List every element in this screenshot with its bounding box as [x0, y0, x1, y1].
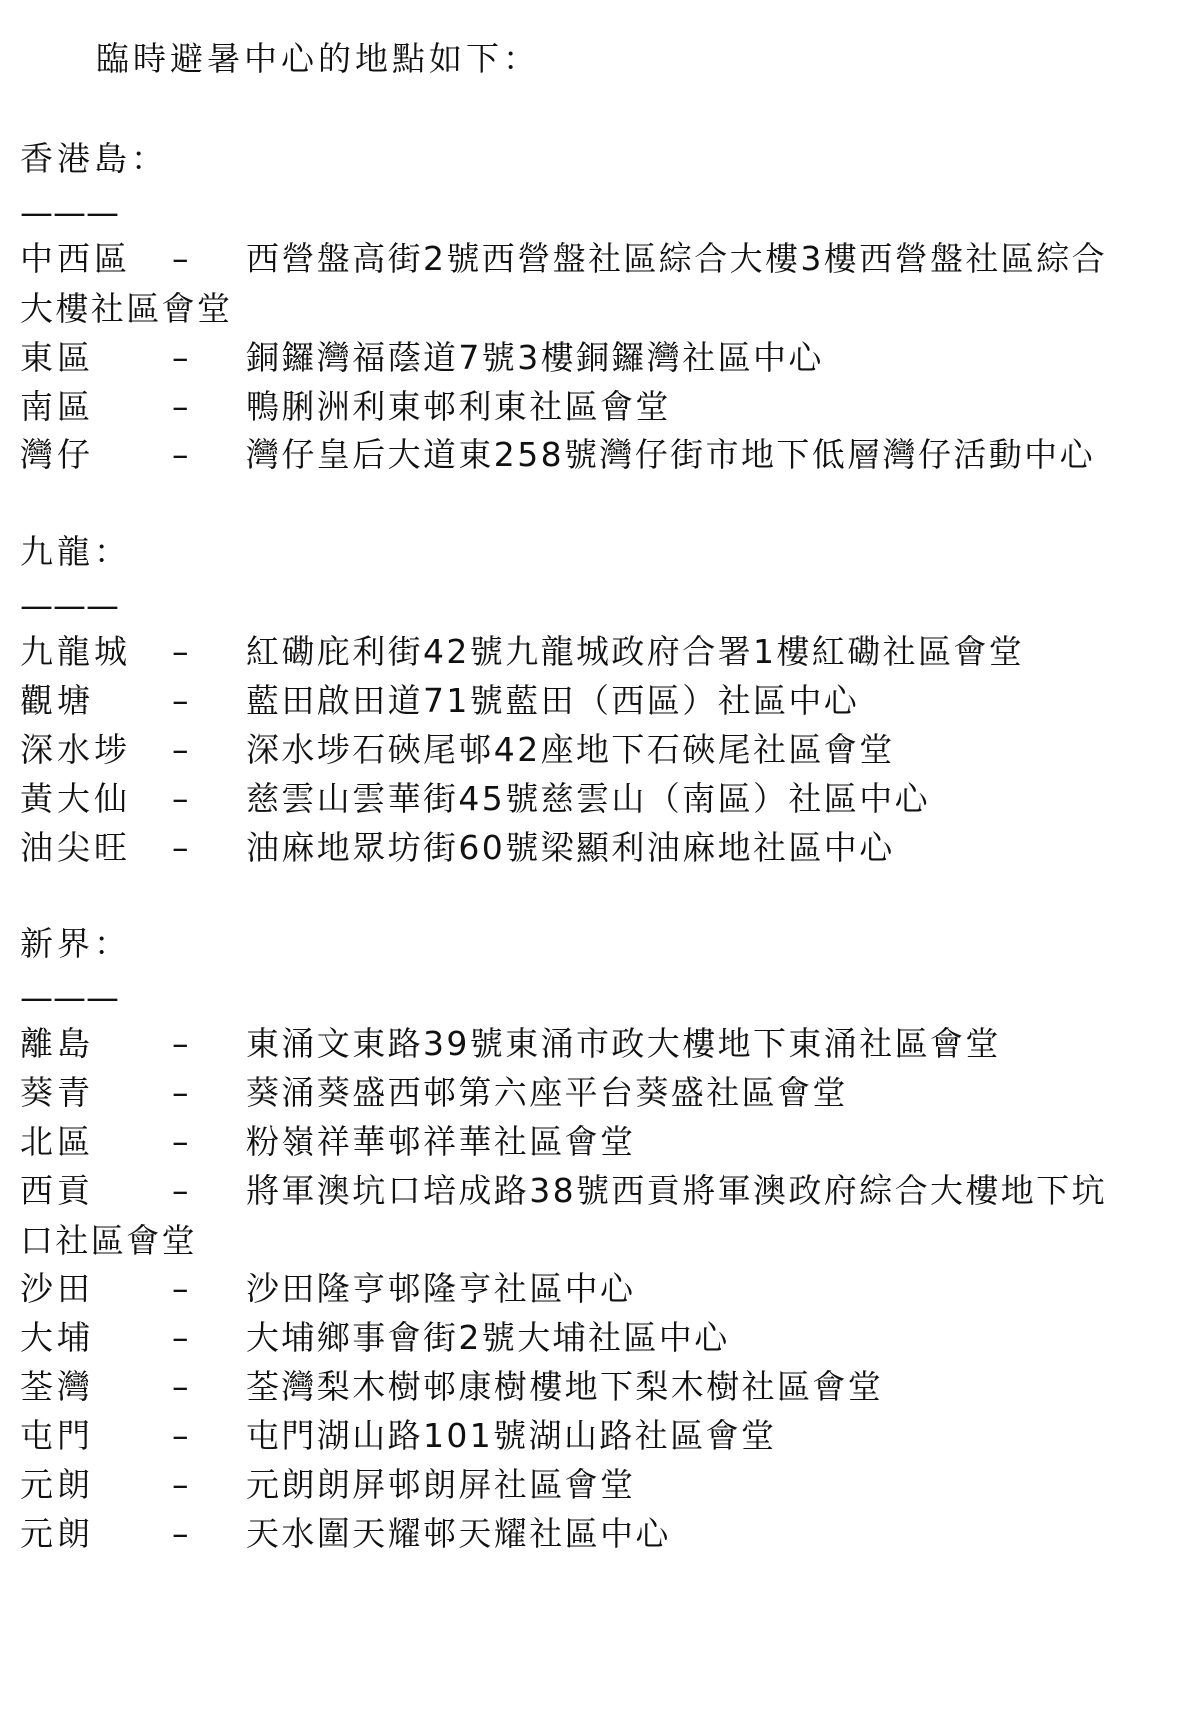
separator-dash: – — [172, 1416, 189, 1455]
separator-dash: – — [172, 338, 189, 377]
separator-dash: – — [172, 1514, 189, 1553]
district-name: 黃大仙 — [20, 779, 131, 818]
list-item — [0, 774, 1179, 824]
region-title: 香港島： — [20, 139, 168, 178]
address: 荃灣梨木樹邨康樹樓地下梨木樹社區會堂 — [246, 1367, 884, 1406]
list-item — [0, 1117, 1179, 1167]
district-name: 離島 — [20, 1024, 94, 1063]
district-name: 荃灣 — [20, 1367, 94, 1406]
district-name: 灣仔 — [20, 435, 94, 474]
separator-dash: – — [172, 828, 189, 867]
list-item — [0, 1264, 1179, 1314]
address: 葵涌葵盛西邨第六座平台葵盛社區會堂 — [246, 1073, 848, 1112]
district-name: 大埔 — [20, 1318, 94, 1357]
separator-dash: – — [172, 435, 189, 474]
section-divider: ——— — [20, 193, 119, 232]
separator-dash: – — [172, 1024, 189, 1063]
address: 屯門湖山路101號湖山路社區會堂 — [246, 1416, 777, 1455]
separator-dash: – — [172, 1171, 189, 1210]
district-name: 西貢 — [20, 1171, 94, 1210]
list-item — [0, 676, 1179, 726]
intro-heading: 臨時避暑中心的地點如下： — [96, 39, 540, 78]
list-item — [0, 1166, 1179, 1260]
section-divider: ——— — [20, 586, 119, 625]
separator-dash: – — [172, 730, 189, 769]
list-item — [0, 1313, 1179, 1363]
list-item — [0, 1068, 1179, 1118]
district-name: 九龍城 — [20, 632, 131, 671]
address: 藍田啟田道71號藍田（西區）社區中心 — [246, 681, 860, 720]
separator-dash: – — [172, 1073, 189, 1112]
district-name: 東區 — [20, 338, 94, 377]
district-name: 中西區 — [20, 239, 131, 278]
list-item — [0, 234, 1179, 328]
address: 慈雲山雲華街45號慈雲山（南區）社區中心 — [246, 779, 930, 818]
address-continuation: 大樓社區會堂 — [20, 289, 233, 328]
list-item — [0, 382, 1179, 432]
address: 深水埗石硤尾邨42座地下石硤尾社區會堂 — [246, 730, 895, 769]
separator-dash: – — [172, 681, 189, 720]
district-name: 深水埗 — [20, 730, 131, 769]
separator-dash: – — [172, 632, 189, 671]
address: 西營盤高街2號西營盤社區綜合大樓3樓西營盤社區綜合 — [246, 239, 1107, 278]
list-item — [0, 1362, 1179, 1412]
address: 天水圍天耀邨天耀社區中心 — [246, 1514, 671, 1553]
address: 紅磡庇利街42號九龍城政府合署1樓紅磡社區會堂 — [246, 632, 1025, 671]
separator-dash: – — [172, 239, 189, 278]
separator-dash: – — [172, 1465, 189, 1504]
district-name: 屯門 — [20, 1416, 94, 1455]
region-title: 九龍： — [20, 532, 131, 571]
list-item — [0, 627, 1179, 677]
separator-dash: – — [172, 779, 189, 818]
district-name: 北區 — [20, 1122, 94, 1161]
separator-dash: – — [172, 1122, 189, 1161]
address: 元朗朗屏邨朗屏社區會堂 — [246, 1465, 636, 1504]
address: 將軍澳坑口培成路38號西貢將軍澳政府綜合大樓地下坑 — [246, 1171, 1107, 1210]
separator-dash: – — [172, 387, 189, 426]
district-name: 沙田 — [20, 1269, 94, 1308]
address: 東涌文東路39號東涌市政大樓地下東涌社區會堂 — [246, 1024, 1001, 1063]
list-item — [0, 430, 1179, 480]
address: 灣仔皇后大道東258號灣仔街市地下低層灣仔活動中心 — [246, 435, 1095, 474]
district-name: 元朗 — [20, 1514, 94, 1553]
separator-dash: – — [172, 1269, 189, 1308]
address: 銅鑼灣福蔭道7號3樓銅鑼灣社區中心 — [246, 338, 824, 377]
list-item — [0, 333, 1179, 383]
address: 油麻地眾坊街60號梁顯利油麻地社區中心 — [246, 828, 895, 867]
district-name: 葵青 — [20, 1073, 94, 1112]
list-item — [0, 1411, 1179, 1461]
district-name: 油尖旺 — [20, 828, 131, 867]
address-continuation: 口社區會堂 — [20, 1221, 197, 1260]
list-item — [0, 823, 1179, 873]
list-item — [0, 1019, 1179, 1069]
separator-dash: – — [172, 1367, 189, 1406]
region-title: 新界： — [20, 924, 131, 963]
list-item — [0, 1460, 1179, 1510]
address: 鴨脷洲利東邨利東社區會堂 — [246, 387, 671, 426]
section-divider: ——— — [20, 978, 119, 1017]
district-name: 南區 — [20, 387, 94, 426]
list-item — [0, 1509, 1179, 1559]
district-name: 元朗 — [20, 1465, 94, 1504]
district-name: 觀塘 — [20, 681, 94, 720]
separator-dash: – — [172, 1318, 189, 1357]
address: 沙田隆亨邨隆亨社區中心 — [246, 1269, 636, 1308]
address: 粉嶺祥華邨祥華社區會堂 — [246, 1122, 636, 1161]
list-item — [0, 725, 1179, 775]
address: 大埔鄉事會街2號大埔社區中心 — [246, 1318, 730, 1357]
